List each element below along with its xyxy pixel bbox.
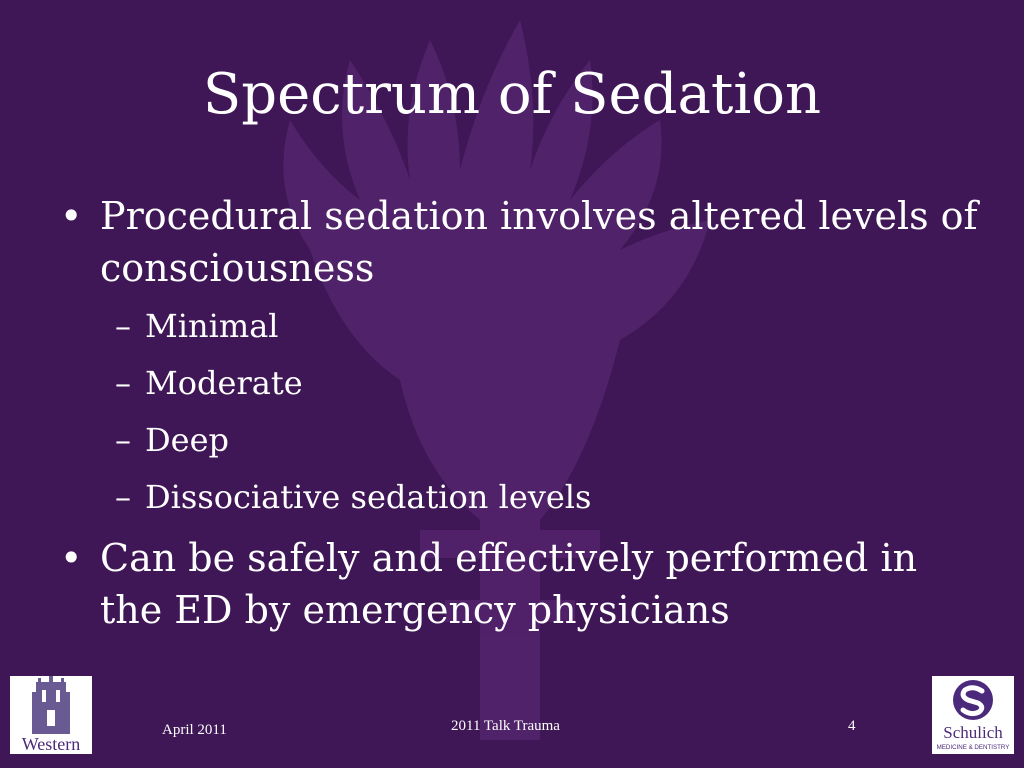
sub-bullet-text: Minimal — [145, 307, 279, 345]
schulich-logo-subtext: MEDICINE & DENTISTRY — [936, 744, 1010, 751]
schulich-logo — [932, 676, 1014, 754]
schulich-logo-text: Schulich — [943, 723, 1003, 742]
dash-icon: – — [115, 307, 131, 345]
sub-bullet-text: Moderate — [145, 364, 303, 402]
bullet-item — [60, 532, 980, 636]
tower-icon — [10, 676, 92, 754]
western-logo-text: Western — [21, 734, 81, 754]
sub-bullet-item — [60, 304, 980, 349]
bullet-text: Can be safely and effectively performed in the ED by emergency physicians — [100, 536, 918, 632]
bullet-dot-icon: • — [60, 536, 83, 580]
sub-bullet-text: Deep — [145, 421, 230, 459]
slide-number: 4 — [848, 718, 856, 734]
sub-bullet-item — [60, 418, 980, 463]
sub-bullet-item — [60, 361, 980, 406]
schulich-s-icon — [932, 676, 1014, 754]
bullet-item — [60, 190, 980, 294]
sub-bullet-item — [60, 475, 980, 520]
dash-icon: – — [115, 421, 131, 459]
dash-icon: – — [115, 364, 131, 402]
footer-event: 2011 Talk Trauma — [451, 718, 560, 734]
footer-date: April 2011 — [162, 722, 227, 738]
dash-icon: – — [115, 478, 131, 516]
slide-title: Spectrum of Sedation — [202, 62, 822, 127]
bullet-text: Procedural sedation involves altered levels of consciousness — [100, 194, 978, 290]
bullet-dot-icon: • — [60, 194, 83, 238]
sub-bullet-text: Dissociative sedation levels — [145, 478, 592, 516]
western-logo — [10, 676, 92, 754]
bullet-list — [60, 190, 980, 644]
